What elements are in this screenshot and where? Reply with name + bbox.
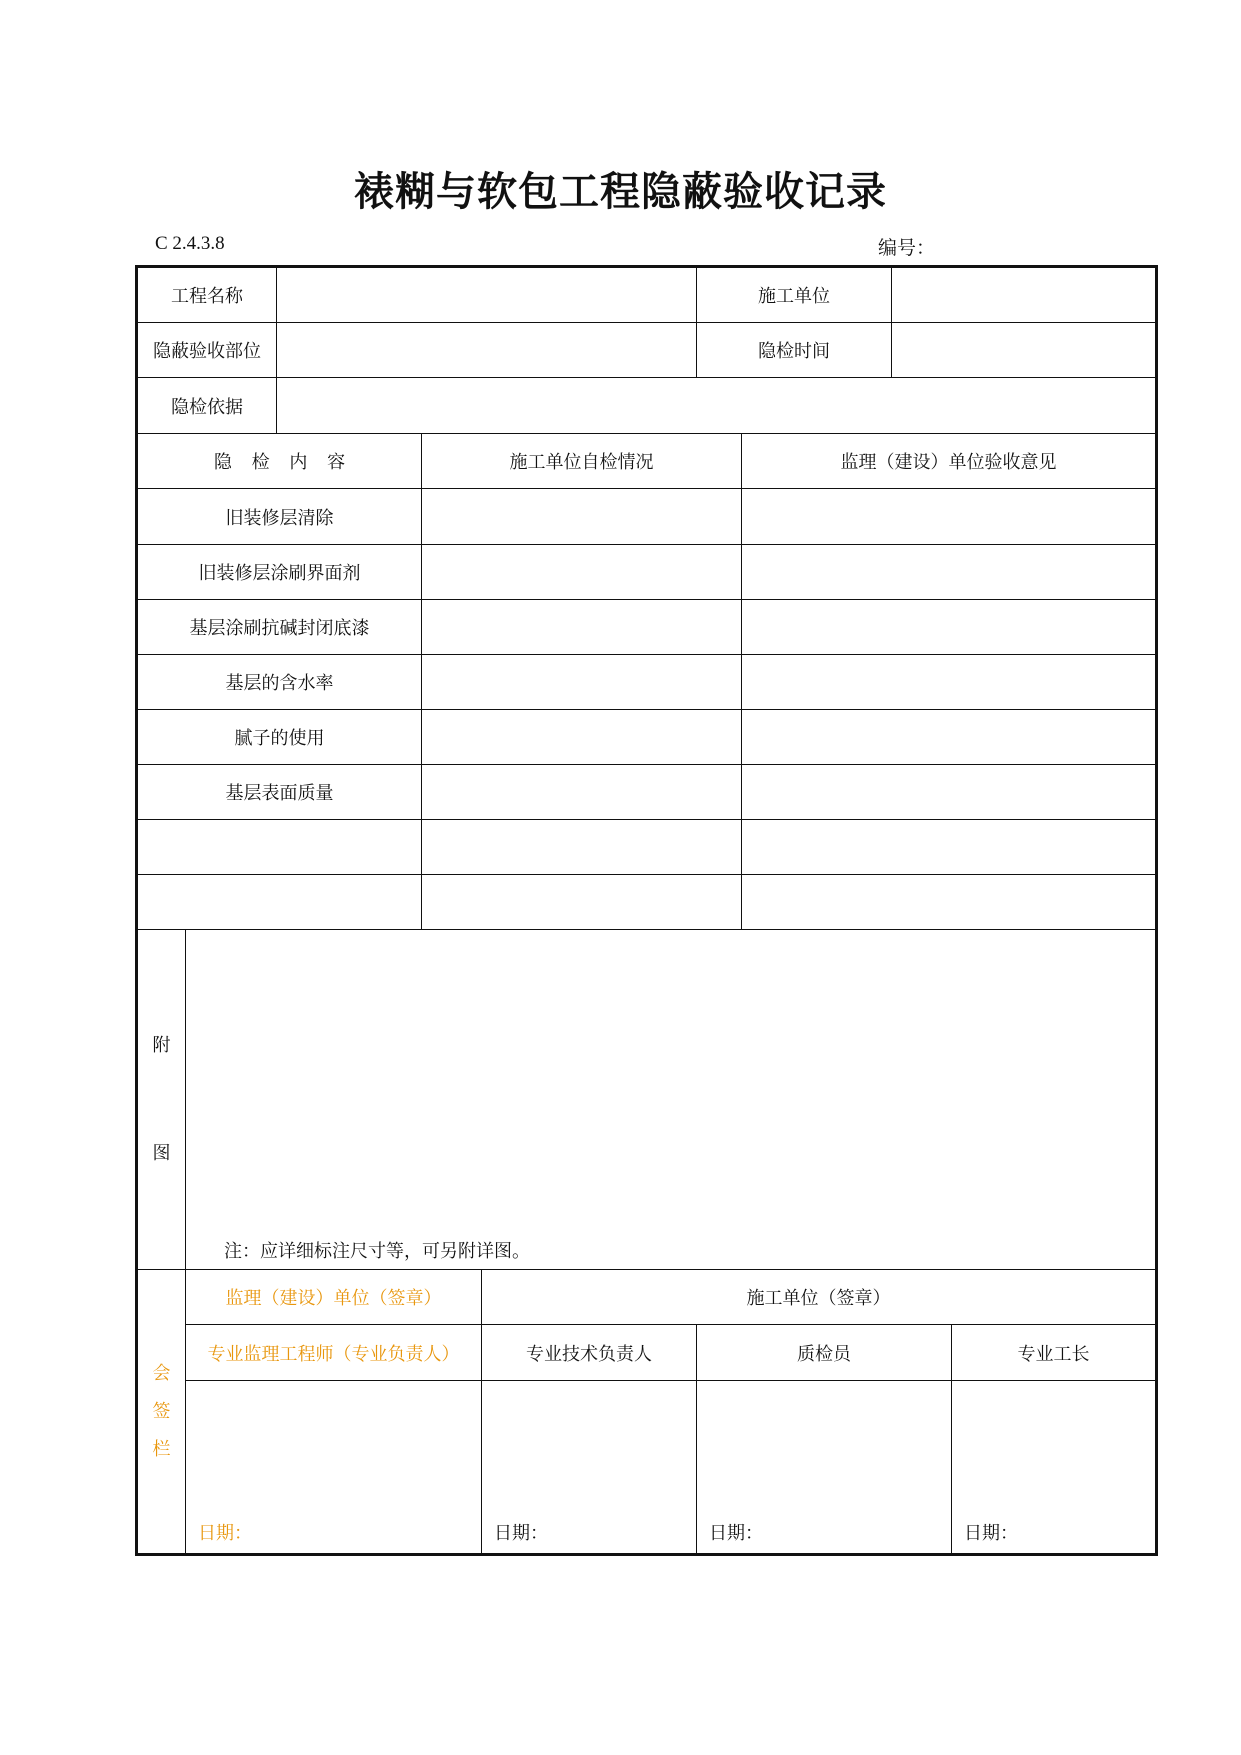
supervisor-opinion-field[interactable] (742, 545, 1157, 600)
attachment-label-char: 附 (152, 1034, 171, 1056)
inspection-basis-field[interactable] (277, 378, 1157, 434)
serial-number-label: 编号： (878, 237, 936, 259)
self-check-field[interactable] (422, 489, 742, 545)
content-header-row (137, 434, 1157, 489)
signature-header-row (137, 1270, 1157, 1325)
self-check-field[interactable] (422, 765, 742, 820)
self-check-field[interactable] (422, 710, 742, 765)
table-row (137, 765, 1157, 820)
technical-lead-signature-area[interactable] (482, 1381, 697, 1555)
table-row (137, 710, 1157, 765)
concealed-part-label: 隐蔽验收部位 (137, 323, 277, 378)
attachment-drawing-area[interactable] (186, 930, 1157, 1270)
technical-lead-label: 专业技术负责人 (482, 1325, 697, 1381)
form-code: C 2.4.3.8 (155, 233, 225, 254)
supervisor-opinion-field[interactable] (742, 600, 1157, 655)
foreman-label: 专业工长 (952, 1325, 1157, 1381)
supervisor-opinion-field[interactable] (742, 820, 1157, 875)
project-name-field[interactable] (277, 267, 697, 323)
item-label[interactable] (137, 875, 422, 930)
table-row (137, 875, 1157, 930)
attachment-row (137, 930, 1157, 1270)
table-row (137, 600, 1157, 655)
date-label: 日期： (198, 1523, 252, 1544)
signature-section-label (137, 1270, 186, 1555)
concealed-part-field[interactable] (277, 323, 697, 378)
table-row (137, 655, 1157, 710)
inspection-basis-label: 隐检依据 (137, 378, 277, 434)
item-label: 基层涂刷抗碱封闭底漆 (137, 600, 422, 655)
table-row (137, 820, 1157, 875)
contractor-unit-label: 施工单位（签章） (482, 1270, 1157, 1325)
contractor-field[interactable] (892, 267, 1157, 323)
date-label: 日期： (964, 1523, 1018, 1544)
supervisor-opinion-field[interactable] (742, 875, 1157, 930)
inspection-time-field[interactable] (892, 323, 1157, 378)
signature-area-row (137, 1381, 1157, 1555)
quality-inspector-label: 质检员 (697, 1325, 952, 1381)
item-label: 旧装修层清除 (137, 489, 422, 545)
item-label: 基层表面质量 (137, 765, 422, 820)
self-check-field[interactable] (422, 820, 742, 875)
header-row-part (137, 323, 1157, 378)
inspection-record-table (135, 265, 1158, 1556)
signature-label-char: 签 (152, 1400, 171, 1422)
item-label: 基层的含水率 (137, 655, 422, 710)
document-title: 裱糊与软包工程隐蔽验收记录 (354, 168, 887, 215)
self-check-field[interactable] (422, 655, 742, 710)
table-row (137, 545, 1157, 600)
supervisor-opinion-field[interactable] (742, 489, 1157, 545)
table-row (137, 489, 1157, 545)
signature-label-char: 栏 (152, 1438, 171, 1460)
supervisor-signature-area[interactable] (186, 1381, 482, 1555)
attachment-note: 注：应详细标注尺寸等，可另附详图。 (224, 1241, 530, 1262)
self-check-field[interactable] (422, 545, 742, 600)
supervisor-engineer-label: 专业监理工程师（专业负责人） (186, 1325, 482, 1381)
supervisor-opinion-field[interactable] (742, 765, 1157, 820)
header-row-project (137, 267, 1157, 323)
column-supervisor-opinion: 监理（建设）单位验收意见 (742, 434, 1157, 489)
signature-label-char: 会 (152, 1362, 171, 1384)
supervisor-opinion-field[interactable] (742, 655, 1157, 710)
signature-roles-row (137, 1325, 1157, 1381)
self-check-field[interactable] (422, 875, 742, 930)
column-inspection-content: 隐 检 内 容 (137, 434, 422, 489)
attachment-label-char: 图 (152, 1142, 171, 1164)
project-name-label: 工程名称 (137, 267, 277, 323)
item-label: 旧装修层涂刷界面剂 (137, 545, 422, 600)
item-label: 腻子的使用 (137, 710, 422, 765)
self-check-field[interactable] (422, 600, 742, 655)
column-self-check: 施工单位自检情况 (422, 434, 742, 489)
quality-inspector-signature-area[interactable] (697, 1381, 952, 1555)
contractor-label: 施工单位 (697, 267, 892, 323)
item-label[interactable] (137, 820, 422, 875)
foreman-signature-area[interactable] (952, 1381, 1157, 1555)
attachment-label (137, 930, 186, 1270)
inspection-time-label: 隐检时间 (697, 323, 892, 378)
header-row-basis (137, 378, 1157, 434)
supervisor-opinion-field[interactable] (742, 710, 1157, 765)
date-label: 日期： (709, 1523, 763, 1544)
supervisor-unit-label: 监理（建设）单位（签章） (186, 1270, 482, 1325)
date-label: 日期： (494, 1523, 548, 1544)
